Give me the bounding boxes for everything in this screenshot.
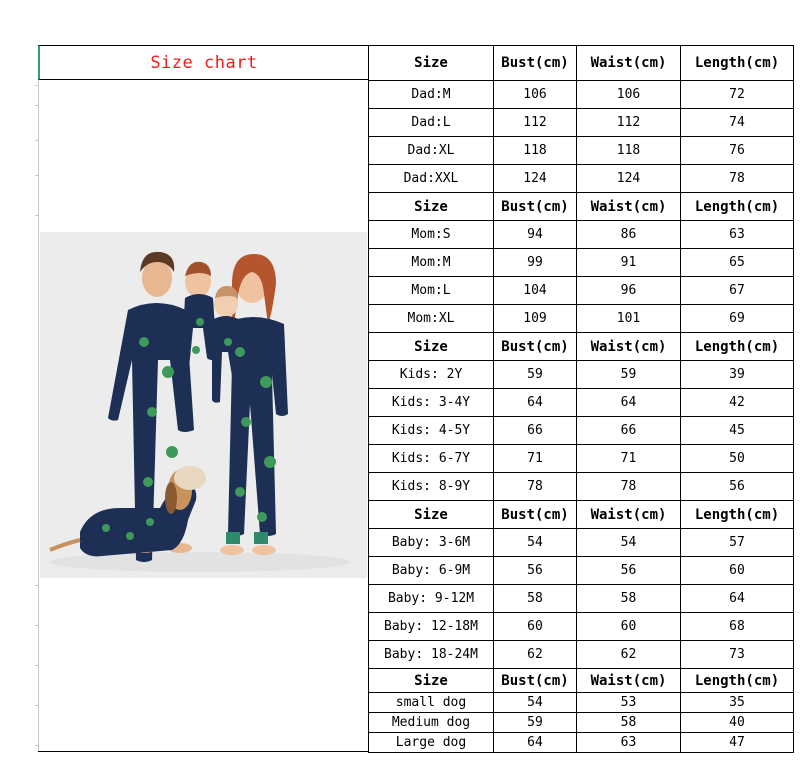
header-row: [369, 46, 794, 81]
table-row: [369, 613, 794, 641]
measurement-cell: 76: [681, 137, 794, 165]
measurement-cell: 42: [681, 389, 794, 417]
size-cell: Dad:M: [369, 81, 494, 109]
column-header: Waist(cm): [577, 193, 681, 221]
left-bottom-border: [38, 751, 368, 752]
size-cell: Large dog: [369, 733, 494, 753]
column-header: Length(cm): [681, 333, 794, 361]
measurement-cell: 69: [681, 305, 794, 333]
column-header: Bust(cm): [494, 193, 577, 221]
size-cell: Baby: 9-12M: [369, 585, 494, 613]
measurement-cell: 50: [681, 445, 794, 473]
measurement-cell: 59: [494, 361, 577, 389]
measurement-cell: 106: [577, 81, 681, 109]
measurement-cell: 67: [681, 277, 794, 305]
column-header: Bust(cm): [494, 333, 577, 361]
size-cell: Mom:XL: [369, 305, 494, 333]
measurement-cell: 74: [681, 109, 794, 137]
measurement-cell: 54: [494, 693, 577, 713]
measurement-cell: 78: [494, 473, 577, 501]
measurement-cell: 47: [681, 733, 794, 753]
table-row: [369, 305, 794, 333]
measurement-cell: 56: [494, 557, 577, 585]
size-cell: Kids: 6-7Y: [369, 445, 494, 473]
measurement-cell: 40: [681, 713, 794, 733]
size-cell: Mom:M: [369, 249, 494, 277]
table-row: [369, 713, 794, 733]
measurement-cell: 60: [681, 557, 794, 585]
column-header: Bust(cm): [494, 669, 577, 693]
size-cell: Mom:S: [369, 221, 494, 249]
table-row: [369, 277, 794, 305]
measurement-cell: 66: [494, 417, 577, 445]
column-header: Length(cm): [681, 501, 794, 529]
size-cell: Kids: 3-4Y: [369, 389, 494, 417]
size-cell: Mom:L: [369, 277, 494, 305]
measurement-cell: 104: [494, 277, 577, 305]
measurement-cell: 94: [494, 221, 577, 249]
measurement-cell: 45: [681, 417, 794, 445]
measurement-cell: 106: [494, 81, 577, 109]
column-header: Length(cm): [681, 669, 794, 693]
measurement-cell: 86: [577, 221, 681, 249]
table-row: [369, 445, 794, 473]
measurement-cell: 63: [681, 221, 794, 249]
measurement-cell: 65: [681, 249, 794, 277]
size-cell: Dad:L: [369, 109, 494, 137]
table-row: [369, 529, 794, 557]
size-chart-title: [38, 45, 368, 80]
column-header: Size: [369, 193, 494, 221]
measurement-cell: 78: [681, 165, 794, 193]
column-header: Bust(cm): [494, 501, 577, 529]
table-row: [369, 417, 794, 445]
size-cell: Kids: 4-5Y: [369, 417, 494, 445]
size-cell: Medium dog: [369, 713, 494, 733]
measurement-cell: 35: [681, 693, 794, 713]
measurement-cell: 59: [577, 361, 681, 389]
measurement-cell: 64: [494, 389, 577, 417]
measurement-cell: 73: [681, 641, 794, 669]
size-cell: Dad:XL: [369, 137, 494, 165]
measurement-cell: 124: [494, 165, 577, 193]
measurement-cell: 60: [577, 613, 681, 641]
header-row: [369, 333, 794, 361]
measurement-cell: 96: [577, 277, 681, 305]
column-header: Waist(cm): [577, 669, 681, 693]
table-row: [369, 221, 794, 249]
measurement-cell: 71: [577, 445, 681, 473]
size-cell: Dad:XXL: [369, 165, 494, 193]
header-row: [369, 501, 794, 529]
table-row: [369, 81, 794, 109]
measurement-cell: 118: [577, 137, 681, 165]
size-cell: Kids: 2Y: [369, 361, 494, 389]
measurement-cell: 71: [494, 445, 577, 473]
size-cell: Baby: 18-24M: [369, 641, 494, 669]
column-header: Size: [369, 46, 494, 81]
column-header: Size: [369, 501, 494, 529]
table-row: [369, 473, 794, 501]
measurement-cell: 112: [494, 109, 577, 137]
measurement-cell: 53: [577, 693, 681, 713]
measurement-cell: 63: [577, 733, 681, 753]
measurement-cell: 118: [494, 137, 577, 165]
measurement-cell: 124: [577, 165, 681, 193]
table-row: [369, 641, 794, 669]
table-row: [369, 557, 794, 585]
measurement-cell: 58: [577, 713, 681, 733]
table-row: [369, 733, 794, 753]
column-header: Length(cm): [681, 193, 794, 221]
measurement-cell: 91: [577, 249, 681, 277]
table-row: [369, 249, 794, 277]
table-row: [369, 165, 794, 193]
size-chart-title-text: Size chart: [150, 52, 258, 73]
header-row: [369, 669, 794, 693]
measurement-cell: 56: [577, 557, 681, 585]
measurement-cell: 109: [494, 305, 577, 333]
measurement-cell: 58: [577, 585, 681, 613]
measurement-cell: 56: [681, 473, 794, 501]
measurement-cell: 54: [494, 529, 577, 557]
size-cell: Baby: 3-6M: [369, 529, 494, 557]
family-pajamas-illustration: [40, 232, 367, 578]
measurement-cell: 60: [494, 613, 577, 641]
table-row: [369, 389, 794, 417]
measurement-cell: 64: [494, 733, 577, 753]
table-row: [369, 109, 794, 137]
size-cell: Kids: 8-9Y: [369, 473, 494, 501]
measurement-cell: 59: [494, 713, 577, 733]
measurement-cell: 66: [577, 417, 681, 445]
measurement-cell: 58: [494, 585, 577, 613]
column-header: Waist(cm): [577, 501, 681, 529]
measurement-cell: 78: [577, 473, 681, 501]
table-row: [369, 137, 794, 165]
table-row: [369, 693, 794, 713]
measurement-cell: 39: [681, 361, 794, 389]
column-header: Size: [369, 333, 494, 361]
column-header: Waist(cm): [577, 46, 681, 81]
table-row: [369, 585, 794, 613]
column-header: Bust(cm): [494, 46, 577, 81]
measurement-cell: 68: [681, 613, 794, 641]
size-cell: Baby: 12-18M: [369, 613, 494, 641]
measurement-cell: 72: [681, 81, 794, 109]
measurement-cell: 64: [577, 389, 681, 417]
column-header: Length(cm): [681, 46, 794, 81]
measurement-cell: 62: [577, 641, 681, 669]
measurement-cell: 54: [577, 529, 681, 557]
measurement-cell: 57: [681, 529, 794, 557]
header-row: [369, 193, 794, 221]
size-table: [368, 45, 794, 753]
table-row: [369, 361, 794, 389]
measurement-cell: 62: [494, 641, 577, 669]
measurement-cell: 64: [681, 585, 794, 613]
measurement-cell: 101: [577, 305, 681, 333]
measurement-cell: 99: [494, 249, 577, 277]
size-cell: small dog: [369, 693, 494, 713]
family-pajamas-photo: [40, 232, 367, 578]
size-cell: Baby: 6-9M: [369, 557, 494, 585]
column-header: Waist(cm): [577, 333, 681, 361]
measurement-cell: 112: [577, 109, 681, 137]
column-header: Size: [369, 669, 494, 693]
